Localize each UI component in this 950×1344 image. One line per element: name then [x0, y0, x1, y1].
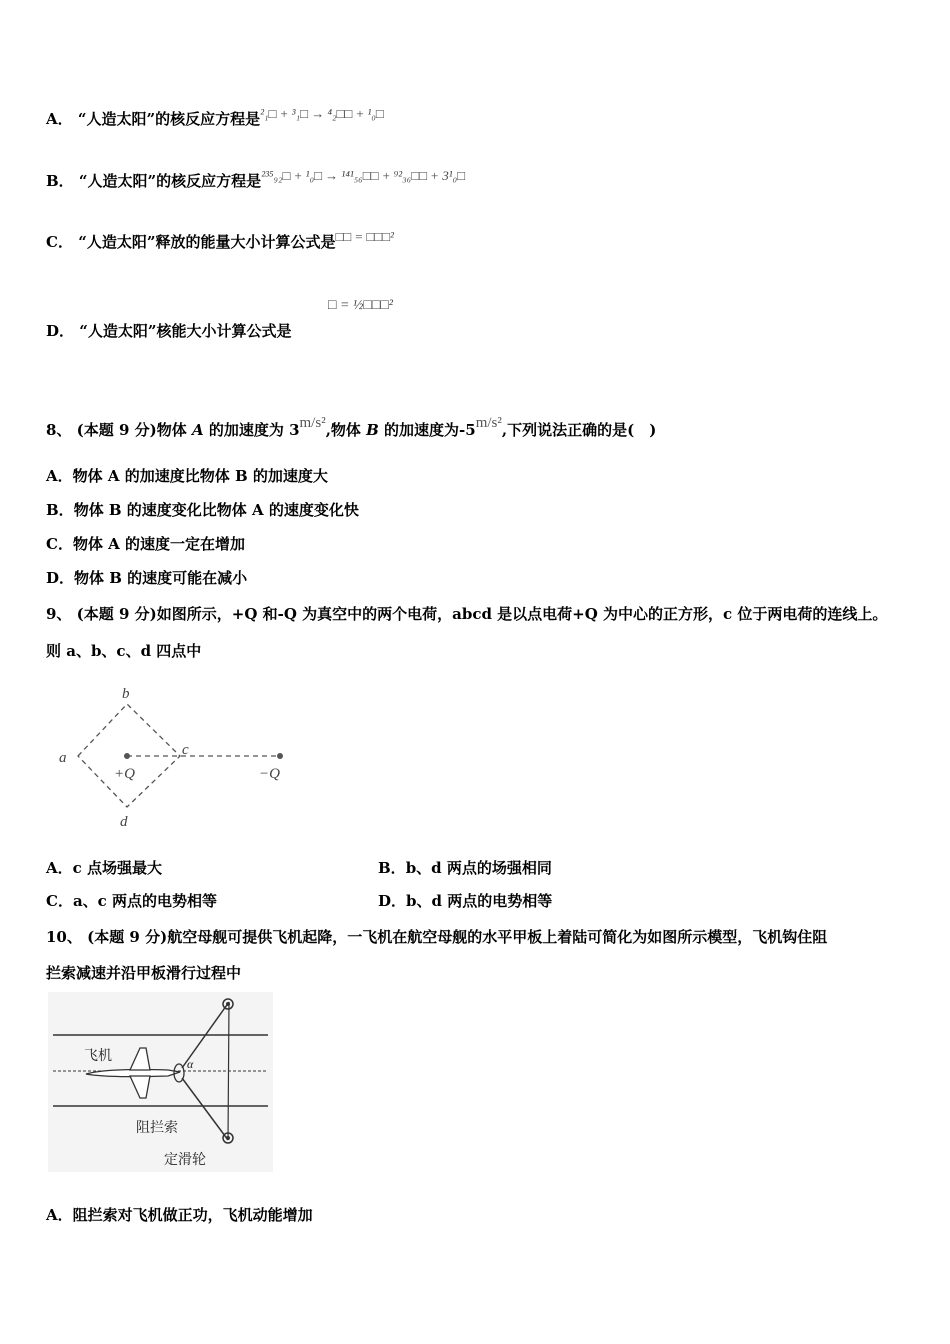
option-text: “人造太阳”释放的能量大小计算公式是: [78, 233, 336, 251]
question-number: 9、: [46, 605, 72, 623]
q7-option-d: [46, 320, 292, 341]
object-a: A: [191, 421, 204, 439]
figure-background: [48, 992, 273, 1172]
label-pulley: 定滑轮: [164, 1153, 206, 1168]
stem-text: 航空母舰可提供飞机起降，一飞机在航空母舰的水平甲板上着陆可简化为如图所示模型，飞机钩住阻: [167, 928, 828, 946]
question-score: (本题 9 分): [76, 605, 157, 623]
q9-option-c: [46, 890, 217, 911]
q9-stem-line2: [46, 640, 201, 661]
q7-d-equation: □ = ½□□□²: [328, 298, 393, 313]
q9-stem-line1: [46, 603, 887, 624]
question-number: 10、: [46, 928, 82, 946]
q9-option-b: [378, 857, 552, 878]
option-text: “人造太阳”的核反应方程是: [77, 110, 261, 128]
option-label: A．: [46, 467, 73, 485]
q8-option-b: [46, 499, 359, 520]
label-cable: 阻拦索: [136, 1121, 178, 1136]
stem-text: 拦索减速并沿甲板滑行过程中: [46, 964, 242, 982]
option-text: 物体 B 的速度变化比物体 A 的速度变化快: [73, 501, 359, 519]
q9-option-a: [46, 857, 162, 878]
option-label: B．: [46, 501, 74, 519]
option-label: D．: [378, 892, 407, 910]
option-text: 物体 B 的速度可能在减小: [74, 569, 248, 587]
q8-stem: [46, 415, 657, 440]
q7-option-c: [46, 231, 394, 252]
option-text: a、c 两点的电势相等: [72, 892, 218, 910]
stem-text: 如图所示，+Q 和-Q 为真空中的两个电荷，abcd 是以点电荷+Q 为中心的正方形，c 位于两电荷的连线上。: [156, 605, 888, 623]
label-d: d: [120, 814, 128, 830]
label-b: b: [122, 686, 130, 702]
stem-text: ,物体: [325, 421, 367, 439]
q8-option-a: [46, 465, 328, 486]
question-number: 8、: [46, 421, 72, 439]
q10-carrier-figure: [48, 992, 273, 1172]
pulley-top-center: [226, 1002, 230, 1006]
stem-text: 的加速度为 3: [203, 421, 300, 439]
option-label: C．: [46, 535, 73, 553]
stem-text: ,下列说法正确的是( ): [501, 421, 657, 439]
q9-option-d: [378, 890, 552, 911]
option-text: b、d 两点的场强相同: [405, 859, 552, 877]
object-b: B: [366, 421, 379, 439]
q8-option-d: [46, 567, 247, 588]
q7-option-b: [46, 170, 465, 191]
q10-stem-line2: [46, 962, 241, 983]
label-minus-q: −Q: [259, 766, 280, 782]
q9-charge-figure: [50, 682, 310, 832]
q7-option-a: [46, 108, 384, 129]
stem-text: 则 a、b、c、d 四点中: [46, 642, 202, 660]
option-label: A．: [46, 859, 73, 877]
pulley-bottom-center: [226, 1136, 230, 1140]
option-label: B．: [378, 859, 406, 877]
label-plus-q: +Q: [114, 766, 135, 782]
label-a: a: [59, 750, 67, 766]
question-score: (本题 9 分): [76, 421, 157, 439]
stem-text: 的加速度为-5: [378, 421, 476, 439]
option-text: 物体 A 的加速度比物体 B 的加速度大: [72, 467, 328, 485]
option-text: “人造太阳”核能大小计算公式是: [79, 322, 292, 340]
stem-text: 物体: [156, 421, 192, 439]
option-text: b、d 两点的电势相等: [406, 892, 553, 910]
equation: ²³⁵₉₂□ + ¹₀□ → ¹⁴¹₅₆□□ + ⁹²₃₆□□ + 3¹₀□: [261, 168, 465, 183]
minus-q-dot: [277, 753, 283, 759]
option-label: D．: [46, 569, 75, 587]
option-label: C．: [46, 233, 73, 251]
q10-option-a: [46, 1204, 313, 1225]
option-text: 阻拦索对飞机做正功，飞机动能增加: [72, 1206, 313, 1224]
label-plane: 飞机: [84, 1049, 112, 1064]
option-text: “人造太阳”的核反应方程是: [78, 172, 262, 190]
option-label: D．: [46, 322, 75, 340]
equation: □□ = □□□²: [335, 229, 394, 244]
equation: ²₁□ + ³₁□ → ⁴₂□□ + ¹₀□: [260, 106, 384, 121]
option-text: 物体 A 的速度一定在增加: [72, 535, 246, 553]
option-label: A．: [46, 1206, 73, 1224]
option-label: A．: [46, 110, 73, 128]
option-label: B．: [46, 172, 74, 190]
option-text: c 点场强最大: [72, 859, 162, 877]
q8-option-c: [46, 533, 245, 554]
label-angle: α: [187, 1057, 194, 1071]
label-c: c: [182, 742, 189, 758]
plus-q-dot: [124, 753, 130, 759]
unit: m/s²: [299, 415, 326, 431]
option-label: C．: [46, 892, 73, 910]
q10-stem-line1: [46, 926, 827, 947]
unit: m/s²: [475, 415, 502, 431]
question-score: (本题 9 分): [87, 928, 168, 946]
